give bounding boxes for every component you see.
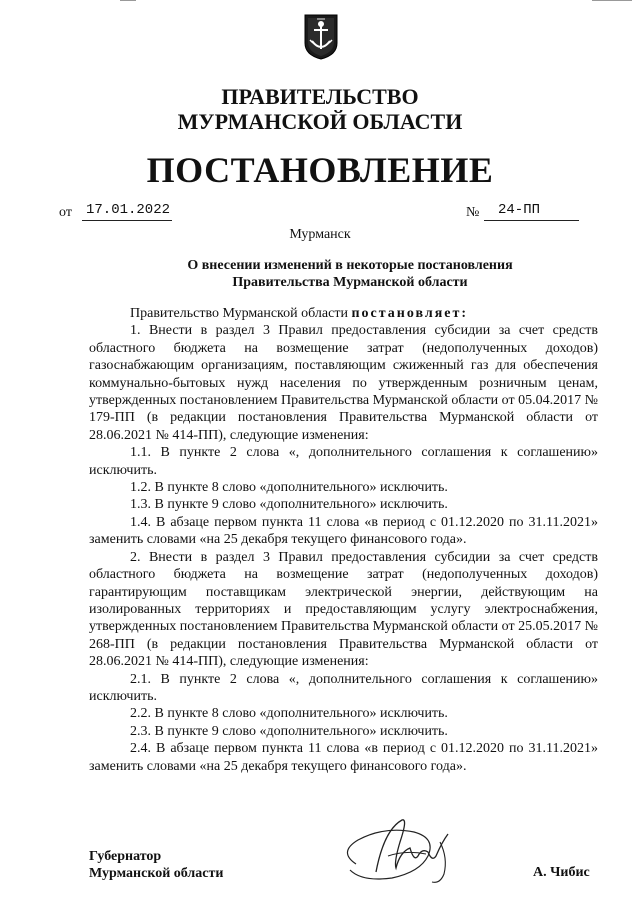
paragraph-1-1: 1.1. В пункте 2 слова «, дополнительного соглашения к соглашению» исключить. — [89, 445, 598, 478]
paragraph-2-2: 2.2. В пункте 8 слово «дополнительного» исключить. — [130, 706, 448, 722]
document-number: 24-ПП — [498, 202, 541, 218]
paragraph-1-3: 1.3. В пункте 9 слово «дополнительного» исключить. — [130, 497, 448, 513]
signatory-post-line-1: Губернатор — [89, 849, 162, 864]
document-date: 17.01.2022 — [86, 202, 171, 218]
paragraph-2: 2. Внести в раздел 3 Правил предоставления субсидии за счет средств областного бюджета на возмещение затрат (недополученных доходов) гарантирующим поставщикам электрической энергии, действующим на изолированных территориях и предоставляющим услугу электроснабжения, утвержденных постановлением Правительства Мурманской области от 25.05.2017 № 268-ПП (в редакции постановления Правительства Мурманской области от 28.06.2021 № 414-ПП), следующие изменения: — [89, 549, 598, 670]
paragraph-2-4: 2.4. В абзаце первом пункта 11 слова «в период с 01.12.2020 по 31.11.2021» заменить словами «на 25 декабря текущего финансового года». — [89, 741, 598, 774]
government-line-2: МУРМАНСКОЙ ОБЛАСТИ — [177, 109, 463, 134]
signatory-post-line-2: Мурманской области — [89, 866, 224, 881]
intro-decree-word: постановляет: — [351, 306, 469, 321]
scan-edge-mark — [120, 0, 136, 5]
signatory-name: А. Чибис — [533, 865, 590, 880]
intro-paragraph — [89, 305, 598, 322]
date-prefix: от — [59, 205, 72, 220]
paragraph-1-2: 1.2. В пункте 8 слово «дополнительного» исключить. — [130, 480, 448, 496]
handwritten-signature-icon — [336, 812, 466, 892]
date-underline — [82, 220, 172, 221]
intro-text: Правительство Мурманской области — [130, 306, 352, 321]
subject-line-1: О внесении изменений в некоторые постановления — [187, 258, 513, 273]
paragraph-2-3: 2.3. В пункте 9 слово «дополнительного» исключить. — [130, 723, 448, 739]
subject-line-2: Правительства Мурманской области — [232, 275, 468, 290]
paragraph-1-4: 1.4. В абзаце первом пункта 11 слова «в период с 01.12.2020 по 31.11.2021» заменить словами «на 25 декабря текущего финансового года». — [89, 514, 598, 548]
number-underline — [484, 220, 579, 221]
scan-edge-mark — [592, 0, 632, 5]
government-line-1: ПРАВИТЕЛЬСТВО — [221, 84, 419, 109]
city: Мурманск — [289, 227, 351, 242]
coat-of-arms-icon — [303, 13, 339, 61]
paragraph-2-1: 2.1. В пункте 2 слова «, дополнительного соглашения к соглашению» исключить. — [89, 671, 598, 704]
signatory-post — [89, 848, 223, 882]
document-subject — [150, 257, 550, 291]
document-type-title: ПОСТАНОВЛЕНИЕ — [146, 150, 494, 190]
number-prefix: № — [466, 205, 480, 220]
paragraph-1: 1. Внести в раздел 3 Правил предоставления субсидии за счет средств областного бюджета на возмещение затрат (недополученных доходов) газоснабжающим организациям, поставляющим сжиженный газ для обеспечения коммунально-бытовых нужд населения по утвержденным розничным ценам, утвержденных постановлением Правительства Мурманской области от 05.04.2017 № 179-ПП (в редакции постановления Правительства Мурманской области от 28.06.2021 № 414-ПП), следующие изменения: — [89, 323, 598, 443]
document-body — [89, 305, 598, 775]
